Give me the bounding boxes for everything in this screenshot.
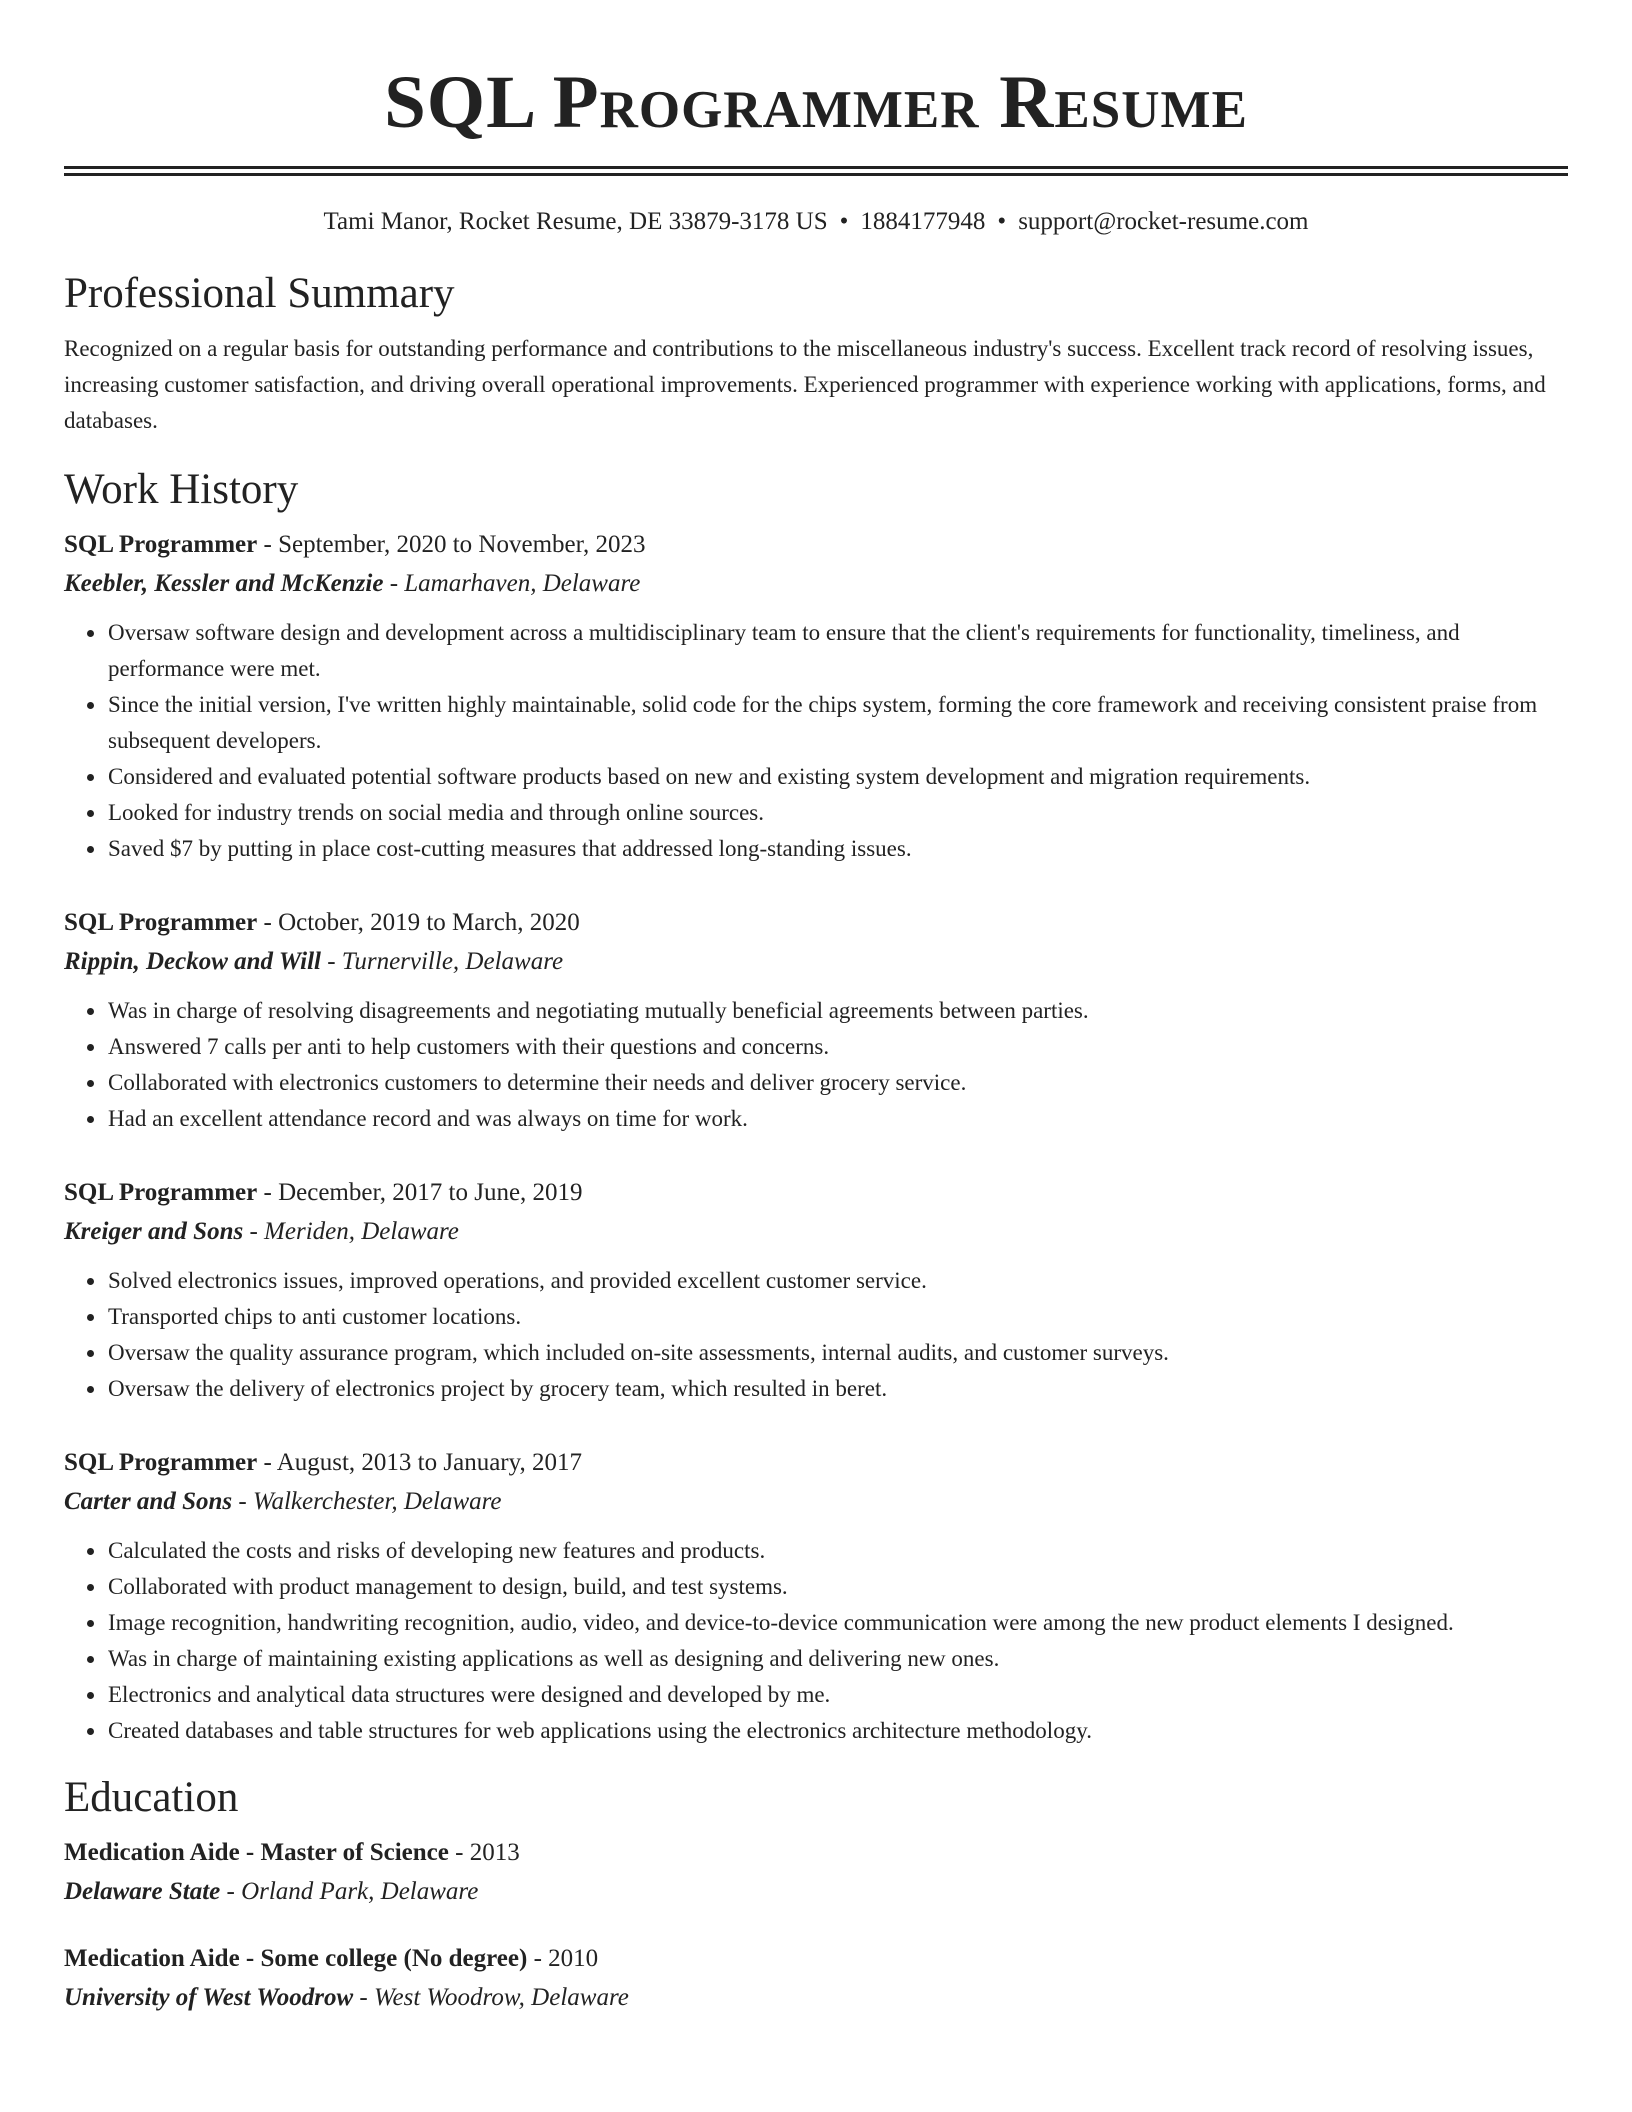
contact-separator: • [997, 208, 1007, 235]
title-double-rule [64, 166, 1568, 176]
job-title-line [64, 1443, 1568, 1482]
job-bullet: • Answered 7 calls per anti to help customers with their questions and concerns. [107, 1029, 1568, 1065]
job-location: - Meriden, Delaware [243, 1218, 459, 1245]
contact-email: support@rocket-resume.com [1018, 208, 1309, 235]
job-dates: - September, 2020 to November, 2023 [257, 531, 646, 558]
job-location: - Turnerville, Delaware [320, 948, 564, 975]
education-year: - 2013 [448, 1839, 520, 1866]
education-location: - Orland Park, Delaware [220, 1878, 479, 1905]
contact-phone: 1884177948 [860, 208, 986, 235]
job-bullets [64, 1533, 1568, 1749]
job-company-line [64, 1212, 1568, 1251]
summary-text: Recognized on a regular basis for outstanding performance and contributions to the miscellaneous industry's success. Excellent track record of resolving issues, increasing customer satisfaction, and driving overall operational improvements. Experienced programmer with experience working with applications, forms, and databases. [64, 336, 1546, 433]
page-title: SQL Programmer Resume [384, 61, 1248, 144]
education-entry [64, 1939, 1568, 2017]
job-company: Keebler, Kessler and McKenzie [64, 570, 384, 597]
job-title: SQL Programmer [64, 531, 258, 558]
job-company: Rippin, Deckow and Will [64, 948, 321, 975]
job-title: SQL Programmer [64, 909, 258, 936]
job-bullet: • Created databases and table structures for web applications using the electronics architecture methodology. [107, 1713, 1568, 1749]
job-bullet: • Considered and evaluated potential software products based on new and existing system development and migration requirements. [107, 759, 1568, 795]
job-bullets [64, 615, 1568, 867]
job-title: SQL Programmer [64, 1179, 258, 1206]
job-bullet: • Had an excellent attendance record and was always on time for work. [107, 1101, 1568, 1137]
contact-separator: • [839, 208, 849, 235]
job-company-line [64, 1482, 1568, 1521]
education-school: Delaware State [64, 1878, 221, 1905]
job-bullet: • Image recognition, handwriting recognition, audio, video, and device-to-device communication were among the new product elements I designed. [107, 1605, 1568, 1641]
job-bullet: • Calculated the costs and risks of developing new features and products. [107, 1533, 1568, 1569]
job-bullet: • Oversaw the delivery of electronics project by grocery team, which resulted in beret. [107, 1371, 1568, 1407]
job-bullet: • Was in charge of resolving disagreements and negotiating mutually beneficial agreements between parties. [107, 993, 1568, 1029]
job-entry [64, 903, 1568, 1137]
summary-heading: Professional Summary [64, 270, 455, 317]
job-entry [64, 1173, 1568, 1407]
job-bullets [64, 993, 1568, 1137]
job-bullet: • Oversaw software design and development across a multidisciplinary team to ensure that the client's requirements for functionality, timeliness, and performance were met. [107, 615, 1568, 687]
job-bullet: • Saved $7 by putting in place cost-cutting measures that addressed long-standing issues. [107, 831, 1568, 867]
education-degree-line [64, 1939, 1568, 1978]
job-bullet: • Looked for industry trends on social media and through online sources. [107, 795, 1568, 831]
job-company-line [64, 564, 1568, 603]
education-heading: Education [64, 1774, 239, 1821]
job-dates: - December, 2017 to June, 2019 [257, 1179, 583, 1206]
job-company-line [64, 942, 1568, 981]
education-degree: Medication Aide - Master of Science [64, 1839, 449, 1866]
job-bullet: • Solved electronics issues, improved operations, and provided excellent customer service. [107, 1263, 1568, 1299]
contact-address: Tami Manor, Rocket Resume, DE 33879-3178 US [323, 208, 828, 235]
job-bullet: • Electronics and analytical data structures were designed and developed by me. [107, 1677, 1568, 1713]
job-bullet: • Was in charge of maintaining existing applications as well as designing and delivering new ones. [107, 1641, 1568, 1677]
job-company: Carter and Sons [64, 1488, 233, 1515]
education-degree: Medication Aide - Some college (No degree) [64, 1945, 528, 1972]
job-bullet: • Collaborated with electronics customers to determine their needs and deliver grocery service. [107, 1065, 1568, 1101]
job-title-line [64, 525, 1568, 564]
job-bullet: • Since the initial version, I've written highly maintainable, solid code for the chips system, forming the core framework and receiving consistent praise from subsequent developers. [107, 687, 1568, 759]
contact-line [64, 205, 1568, 239]
job-entry [64, 525, 1568, 867]
education-location: - West Woodrow, Delaware [353, 1984, 629, 2011]
job-entry [64, 1443, 1568, 1749]
job-title-line [64, 903, 1568, 942]
job-bullets [64, 1263, 1568, 1407]
job-dates: - August, 2013 to January, 2017 [257, 1449, 582, 1476]
education-degree-line [64, 1833, 1568, 1872]
job-title: SQL Programmer [64, 1449, 258, 1476]
work-history-heading: Work History [64, 466, 299, 513]
education-school: University of West Woodrow [64, 1984, 354, 2011]
job-title-line [64, 1173, 1568, 1212]
job-location: - Lamarhaven, Delaware [383, 570, 641, 597]
education-entry [64, 1833, 1568, 1911]
job-dates: - October, 2019 to March, 2020 [257, 909, 580, 936]
education-school-line [64, 1872, 1568, 1911]
education-year: - 2010 [527, 1945, 599, 1972]
job-bullet: • Transported chips to anti customer locations. [107, 1299, 1568, 1335]
job-bullet: • Oversaw the quality assurance program, which included on-site assessments, internal audits, and customer surveys. [107, 1335, 1568, 1371]
job-company: Kreiger and Sons [64, 1218, 244, 1245]
job-bullet: • Collaborated with product management to design, build, and test systems. [107, 1569, 1568, 1605]
education-school-line [64, 1978, 1568, 2017]
job-location: - Walkerchester, Delaware [232, 1488, 502, 1515]
